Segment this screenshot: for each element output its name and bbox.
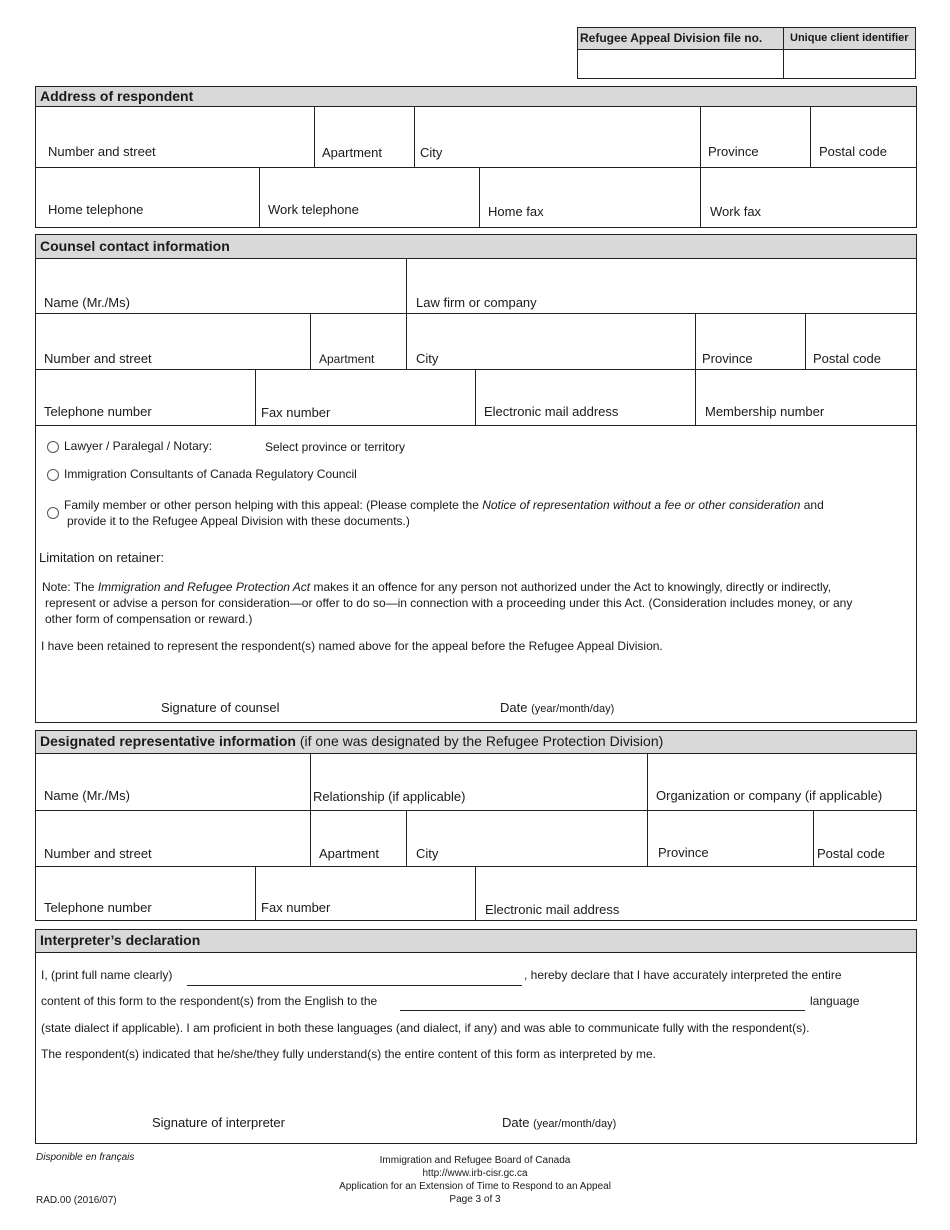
lawyer-radio[interactable]	[47, 441, 59, 453]
counsel-apartment-label: Apartment	[319, 352, 375, 366]
counsel-postal-label: Postal code	[813, 351, 881, 366]
footer-form-title: Application for an Extension of Time to Respond to an Appeal	[339, 1181, 611, 1192]
respondent-street-label: Number and street	[48, 144, 156, 159]
lawyer-option-label: Lawyer / Paralegal / Notary:	[64, 439, 213, 453]
client-id-label: Unique client identifier	[790, 32, 909, 44]
counsel-telephone-label: Telephone number	[44, 404, 152, 419]
interpreter-date-format: (year/month/day)	[533, 1118, 617, 1130]
designated-apartment-label: Apartment	[319, 846, 379, 861]
interpreter-line1-end: , hereby declare that I have accurately interpreted the entire	[524, 968, 842, 982]
family-option-text-1: Family member or other person helping with this appeal: (Please complete the	[64, 498, 483, 512]
respondent-home-fax-label: Home fax	[488, 204, 544, 219]
interpreter-date-field[interactable]	[480, 1075, 680, 1111]
interpreter-signature-field[interactable]	[100, 1075, 400, 1111]
iccrc-radio[interactable]	[47, 469, 59, 481]
designated-title-note: (if one was designated by the Refugee Protection Division)	[295, 733, 664, 749]
interpreter-language-underline	[400, 1010, 805, 1011]
interpreter-line2-start: content of this form to the respondent(s) from the English to the	[41, 994, 378, 1008]
counsel-fax-label: Fax number	[261, 405, 331, 420]
retained-statement: I have been retained to represent the respondent(s) named above for the appeal before the Refugee Appeal Division.	[41, 639, 663, 653]
designated-name-label: Name (Mr./Ms)	[44, 788, 130, 803]
designated-email-label: Electronic mail address	[485, 902, 620, 917]
note-text-2: makes it an offence for any person not authorized under the Act to knowingly, directly or indirectly,	[310, 580, 832, 594]
counsel-province-label: Province	[702, 351, 753, 366]
designated-province-label: Province	[658, 845, 709, 860]
note-act-title: Immigration and Refugee Protection Act	[97, 580, 311, 594]
available-in-french: Disponible en français	[36, 1152, 135, 1163]
counsel-name-label: Name (Mr./Ms)	[44, 295, 130, 310]
family-option-line1	[64, 498, 824, 512]
designated-telephone-label: Telephone number	[44, 900, 152, 915]
designated-title-text: Designated representative information	[40, 733, 296, 749]
respondent-province-label: Province	[708, 144, 759, 159]
interpreter-section	[35, 929, 917, 1144]
counsel-date-format: (year/month/day)	[531, 703, 615, 715]
client-id-field[interactable]	[784, 50, 915, 78]
interpreter-section-title: Interpreter’s declaration	[35, 929, 917, 953]
interpreter-name-field[interactable]	[187, 966, 522, 985]
designated-relationship-label: Relationship (if applicable)	[313, 789, 466, 804]
respondent-city-field[interactable]	[415, 108, 700, 167]
form-code: RAD.00 (2016/07)	[36, 1195, 117, 1206]
designated-street-label: Number and street	[44, 846, 152, 861]
interpreter-signature-label: Signature of interpreter	[152, 1115, 285, 1130]
interpreter-date-text: Date	[502, 1115, 530, 1130]
counsel-street-label: Number and street	[44, 351, 152, 366]
counsel-signature-field[interactable]	[100, 660, 400, 696]
note-text-1: Note: The	[42, 580, 98, 594]
family-member-radio[interactable]	[47, 507, 59, 519]
footer-org: Immigration and Refugee Board of Canada	[379, 1155, 571, 1166]
respondent-home-tel-field[interactable]	[36, 168, 259, 227]
interpreter-date-label	[502, 1115, 616, 1130]
designated-city-label: City	[416, 846, 439, 861]
counsel-city-field[interactable]	[407, 314, 695, 369]
interpreter-line1-start: I, (print full name clearly)	[41, 968, 173, 982]
interpreter-language-field[interactable]	[400, 991, 805, 1010]
limitation-field[interactable]	[172, 546, 912, 566]
respondent-apartment-label: Apartment	[322, 145, 382, 160]
interpreter-name-underline	[187, 985, 522, 986]
interpreter-line4: The respondent(s) indicated that he/she/they fully understand(s) the entire content of this form as interpreted by me.	[41, 1047, 656, 1061]
designated-organization-label: Organization or company (if applicable)	[656, 788, 883, 803]
note-line2: represent or advise a person for consideration—or offer to do so—in connection with a proceeding under this Act. (Consideration includes money, or any	[45, 596, 853, 610]
family-option-line2: provide it to the Refugee Appeal Division with these documents.)	[67, 514, 410, 528]
footer-page-number: Page 3 of 3	[449, 1194, 501, 1205]
interpreter-line2-end: language	[810, 994, 860, 1008]
interpreter-line3: (state dialect if applicable). I am proficient in both these languages (and dialect, if any) and was able to communicate fully with the respondent(s).	[41, 1021, 810, 1035]
designated-section-title	[35, 730, 917, 754]
file-no-field[interactable]	[578, 50, 782, 78]
file-no-label: Refugee Appeal Division file no.	[580, 31, 763, 45]
iccrc-option-label: Immigration Consultants of Canada Regulatory Council	[64, 467, 357, 481]
select-province-dropdown[interactable]: Select province or territory	[265, 440, 406, 454]
designated-city-field[interactable]	[407, 811, 647, 866]
footer-url: http://www.irb-cisr.gc.ca	[422, 1168, 528, 1179]
respondent-city-label: City	[420, 145, 443, 160]
counsel-date-field[interactable]	[480, 660, 680, 696]
family-option-notice-title: Notice of representation without a fee or other consideration	[482, 498, 801, 512]
limitation-label: Limitation on retainer:	[39, 550, 165, 565]
counsel-date-text: Date	[500, 700, 528, 715]
respondent-work-tel-label: Work telephone	[268, 202, 359, 217]
respondent-work-fax-label: Work fax	[710, 204, 762, 219]
note-line1	[42, 580, 831, 594]
note-line3: other form of compensation or reward.)	[45, 612, 253, 626]
family-option-text-2: and	[800, 498, 824, 512]
counsel-date-label	[500, 700, 614, 715]
address-section-title: Address of respondent	[35, 86, 917, 107]
designated-postal-label: Postal code	[817, 846, 885, 861]
designated-fax-label: Fax number	[261, 900, 331, 915]
counsel-email-label: Electronic mail address	[484, 404, 619, 419]
counsel-city-label: City	[416, 351, 439, 366]
respondent-home-tel-label: Home telephone	[48, 202, 144, 217]
respondent-work-tel-field[interactable]	[260, 168, 479, 227]
counsel-signature-label: Signature of counsel	[161, 700, 280, 715]
counsel-section-title: Counsel contact information	[35, 234, 917, 259]
counsel-law-firm-label: Law firm or company	[416, 295, 537, 310]
counsel-membership-label: Membership number	[705, 404, 825, 419]
respondent-postal-label: Postal code	[819, 144, 887, 159]
